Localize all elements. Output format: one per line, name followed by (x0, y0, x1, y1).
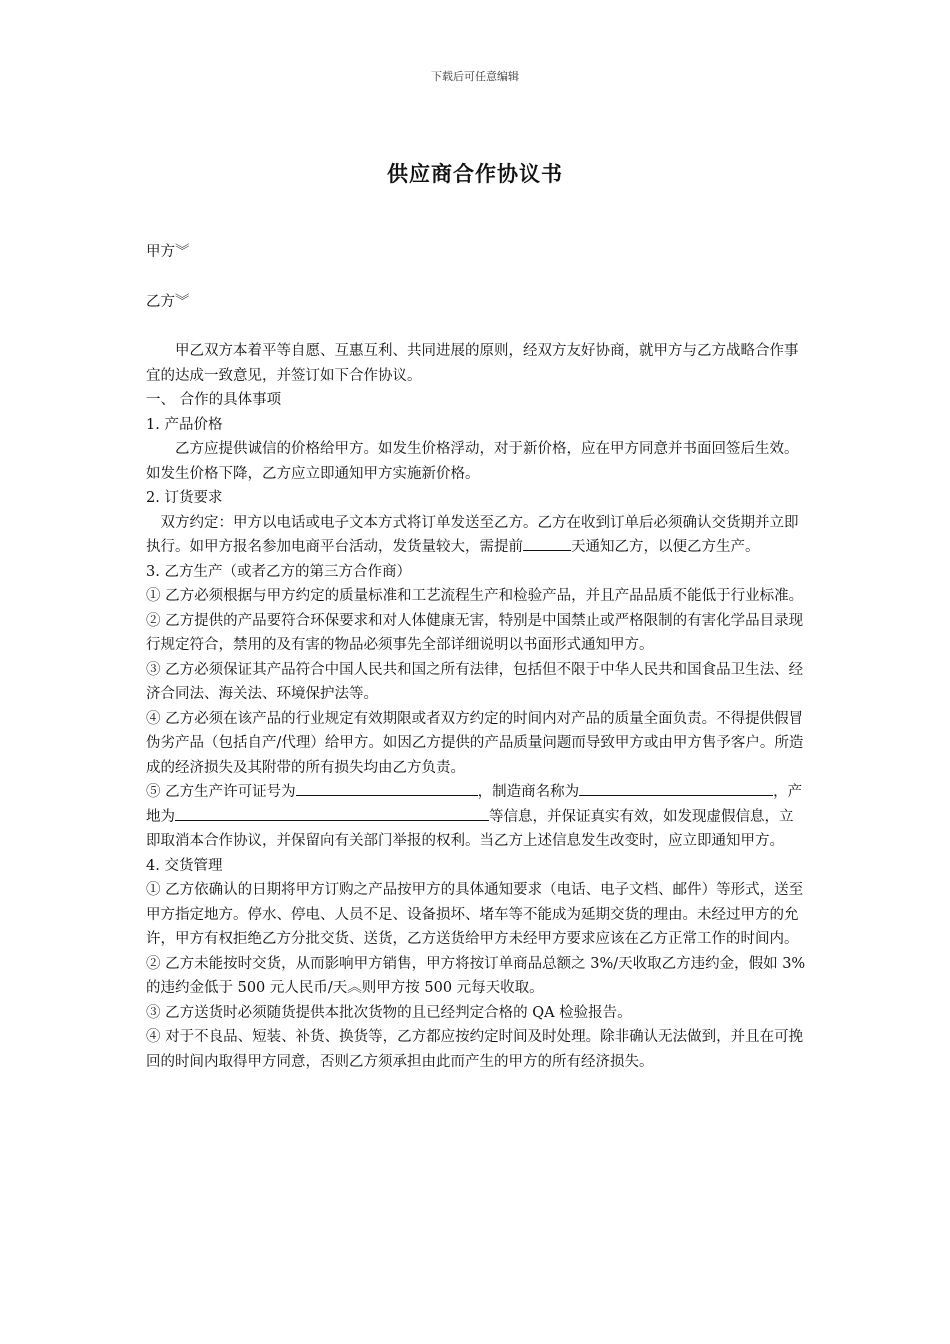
production-item-5-rest: 等信息，并保证真实有效，如发现虚假信息，立即取消本合作协议，并保留向有关部门举报的权利。当乙方上述信息发生改变时，应立即通知甲方。 (146, 808, 794, 849)
delivery-item-1: ① 乙方依确认的日期将甲方订购之产品按甲方的具体通知要求（电话、电子文档、邮件）等形式，送至甲方指定地方。停水、停电、人员不足、设备损坏、堵车等不能成为延期交货的理由。未经过甲方的允许，甲方有权拒绝乙方分批交货、送货，乙方送货给甲方未经甲方要求应该在乙方正常工作的时间内。 (146, 882, 804, 947)
clause-text-price: 乙方应提供诚信的价格给甲方。如发生价格浮动，对于新价格，应在甲方同意并书面回签后生效。如发生价格下降，乙方应立即通知甲方实施新价格。 (146, 441, 799, 482)
manufacturer-label: ，制造商名称为 (477, 784, 580, 800)
manufacturer-name-blank (579, 781, 759, 796)
document-title: 供应商合作协议书 (387, 161, 563, 186)
delivery-item-3: ③ 乙方送货时必须随货提供本批次货物的且已经判定合格的 QA 检验报告。 (146, 1004, 632, 1021)
license-label: ⑤ 乙方生产许可证号为 (146, 784, 296, 800)
order-text-part-a: 双方约定：甲方以电话或电子文本方式将订单发送至乙方。乙方在收到订单后必须确认交货期并立即执行。如甲方报名参加电商平台活动，发货量较大，需提前 (146, 514, 799, 555)
party-a-label: 甲方︾ (146, 244, 190, 260)
clause-title-delivery: 4. 交货管理 (146, 857, 223, 874)
production-item-3: ③ 乙方必须保证其产品符合中国人民共和国之所有法律，包括但不限于中华人民共和国食品卫生法、经济合同法、海关法、环境保护法等。 (146, 661, 804, 702)
clause-title-production: 3. 乙方生产（或者乙方的第三方合作商） (146, 563, 411, 580)
delivery-item-4: ④ 对于不良品、短装、补货、换货等，乙方都应按约定时间及时处理。除非确认无法做到，并且在可挽回的时间内取得甲方同意，否则乙方须承担由此而产生的甲方的所有经济损失。 (146, 1029, 804, 1070)
clause-title-price: 1. 产品价格 (146, 416, 223, 433)
manufacturer-name-blank-cont (759, 781, 773, 796)
origin-label: ，产地为 (146, 784, 803, 825)
clause-title-order: 2. 订货要求 (146, 490, 223, 506)
intro-paragraph: 甲乙双方本着平等自愿、互惠互利、共同进展的原则，经双方友好协商，就甲方与乙方战略合作事宜的达成一致意见，并签订如下合作协议。 (146, 343, 799, 384)
document-body (146, 339, 806, 1074)
origin-blank (175, 806, 489, 821)
days-blank-field (523, 536, 571, 551)
clause-text-order (146, 511, 806, 560)
delivery-item-2: ② 乙方未能按时交货，从而影响甲方销售，甲方将按订单商品总额之 3%/天收取乙方违约金，假如 3%的违约金低于 500 元人民币/天︽则甲方按 500 元每天收取。 (146, 955, 806, 996)
license-number-blank (296, 781, 478, 796)
party-b-label: 乙方︾ (146, 294, 190, 310)
production-item-1: ① 乙方必须根据与甲方约定的质量标准和工艺流程生产和检验产品，并且产品品质不能低于行业标准。 (146, 588, 804, 604)
page-header: 下载后可任意编辑 (431, 70, 519, 83)
order-text-part-b: 天通知乙方，以便乙方生产。 (571, 539, 760, 555)
production-item-2: ② 乙方提供的产品要符合环保要求和对人体健康无害，特别是中国禁止或严格限制的有害化学品目录现行规定符合，禁用的及有害的物品必须事先全部详细说明以书面形式通知甲方。 (146, 612, 804, 653)
production-item-4: ④ 乙方必须在该产品的行业规定有效期限或者双方约定的时间内对产品的质量全面负责。不得提供假冒伪劣产品（包括自产/代理）给甲方。如因乙方提供的产品质量问题而导致甲方或由甲方售予客户。所造成的经济损失及其附带的所有损失均由乙方负责。 (146, 710, 804, 776)
production-item-5 (146, 780, 806, 854)
section-heading-cooperation: 一、 合作的具体事项 (146, 392, 282, 408)
